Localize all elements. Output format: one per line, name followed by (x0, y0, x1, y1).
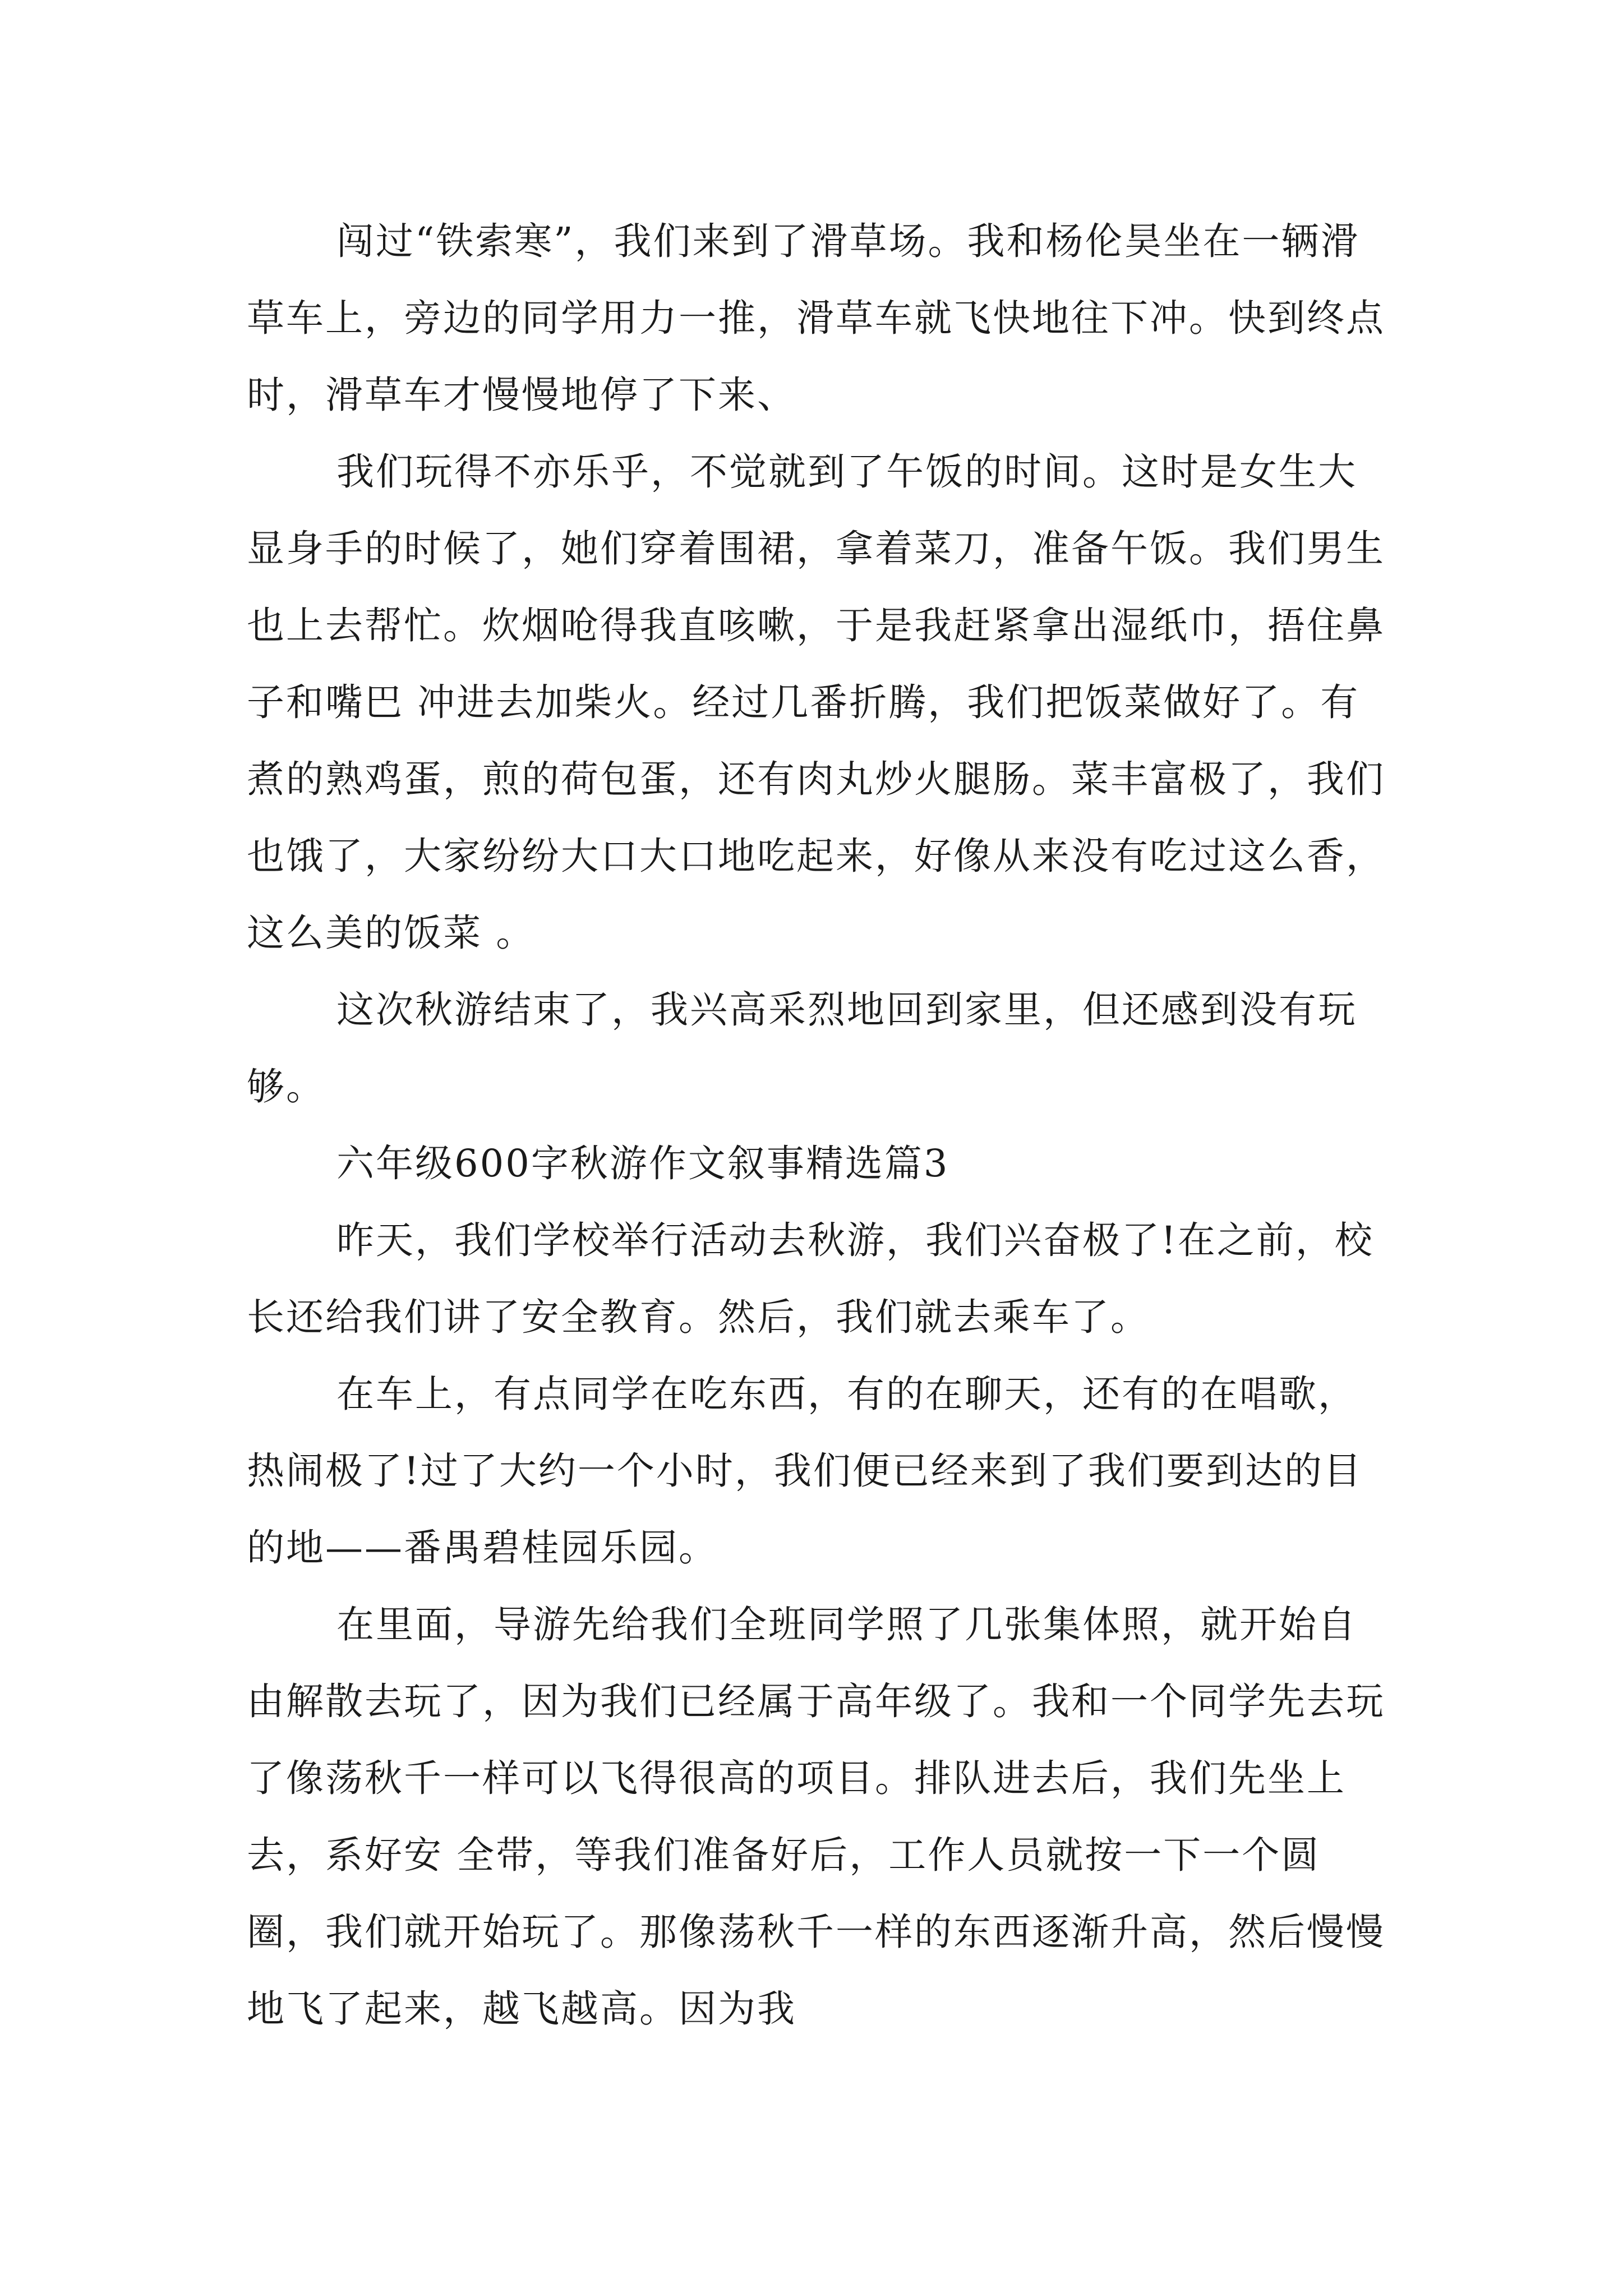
section-heading: 六年级600字秋游作文叙事精选篇3 (336, 1142, 949, 1185)
paragraph-on-bus: 在车上，有点同学在吃东西，有的在聊天，还有的在唱歌，热闹极了!过了大约一个小时，我们便已经来到了我们要到达的目的地——番禺碧桂园乐园。 (247, 1372, 1363, 1570)
paragraph-lunch: 我们玩得不亦乐乎，不觉就到了午饭的时间。这时是女生大显身手的时候了，她们穿着围裙，拿着菜刀，准备午饭。我们男生也上去帮忙。炊烟呛得我直咳嗽，于是我赶紧拿出湿纸巾，捂住鼻子和嘴巴 冲进去加柴火。经过几番折腾，我们把饭菜做好了。有煮的熟鸡蛋，煎的荷包蛋，还有肉丸炒火腿肠。菜丰富极了，我们也饿了，大家纷纷大口大口地吃起来，好像从来没有吃过这么香，这么美的饭菜 。 (247, 450, 1385, 955)
paragraph-grass-sliding: 闯过“铁索寒”，我们来到了滑草场。我和杨伦昊坐在一辆滑草车上，旁边的同学用力一推，滑草车就飞快地往下冲。快到终点时，滑草车才慢慢地停了下来、 (247, 219, 1385, 417)
paragraph-trip-end: 这次秋游结束了，我兴高采烈地回到家里，但还感到没有玩够。 (247, 988, 1357, 1108)
paragraph-inside-park: 在里面，导游先给我们全班同学照了几张集体照，就开始自由解散去玩了，因为我们已经属于高年级了。我和一个同学先去玩了像荡秋千一样可以飞得很高的项目。排队进去后，我们先坐上去，系好安 全带，等我们准备好后，工作人员就按一下一个圆圈，我们就开始玩了。那像荡秋千一样的东西逐渐升高，然后慢慢地飞了起来，越飞越高。因为我 (247, 1603, 1385, 2031)
paragraph-yesterday: 昨天，我们学校举行活动去秋游，我们兴奋极了!在之前，校长还给我们讲了安全教育。然后，我们就去乘车了。 (247, 1218, 1374, 1339)
document-body (247, 203, 1391, 2047)
